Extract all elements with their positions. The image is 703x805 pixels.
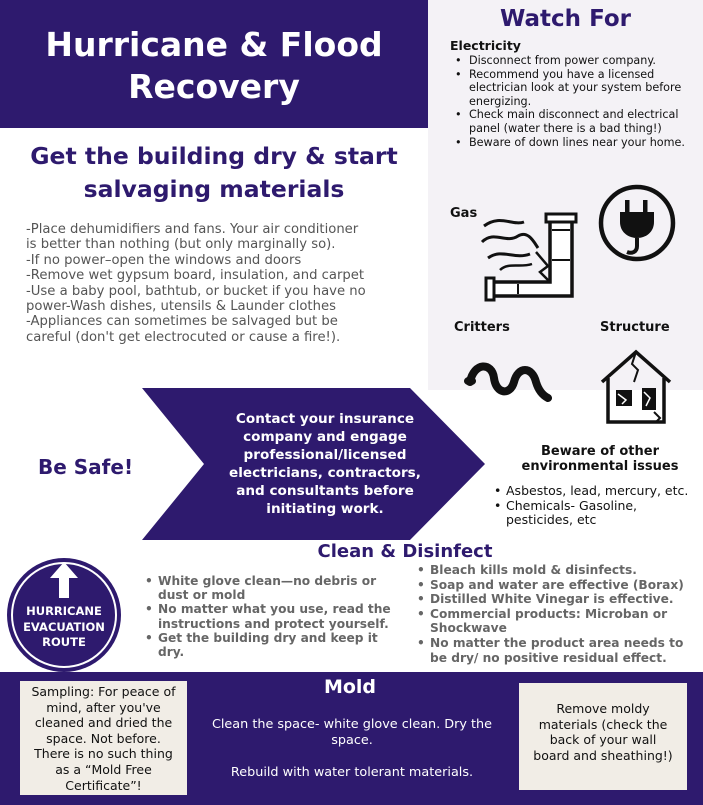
- mold-title: Mold: [323, 676, 377, 698]
- watch-for-title: Watch For: [499, 6, 631, 32]
- mold-line-3: Rebuild with water tolerant materials.: [230, 765, 474, 780]
- dry-line: -Remove wet gypsum board, insulation, and carpet: [26, 268, 365, 284]
- structure-heading: Structure: [600, 320, 670, 335]
- sampling-line: Sampling: For peace of: [31, 684, 176, 699]
- clean-left-list: [143, 574, 405, 659]
- clean-right-list: [415, 563, 703, 665]
- dry-line: power-Wash dishes, utensils & Launder clothes: [26, 299, 336, 315]
- dry-heading-line-1: Get the building dry & start: [30, 142, 398, 170]
- clean-disinfect-title: Clean & Disinfect: [317, 541, 493, 562]
- list-item: • Soap and water are effective (Borax): [415, 578, 703, 593]
- title-line-1: Hurricane & Flood: [45, 25, 383, 64]
- list-item: • Commercial products: Microban or Shockwave: [415, 607, 703, 636]
- contact-line: initiating work.: [266, 501, 384, 517]
- dry-line: -Use a baby pool, bathtub, or bucket if you have no: [26, 283, 366, 299]
- electric-plug-icon: [596, 182, 678, 264]
- remove-line: board and sheathing!): [533, 747, 673, 763]
- remove-line: back of your wall: [549, 732, 657, 748]
- list-item: • Chemicals- Gasoline, pesticides, etc: [492, 499, 702, 528]
- electricity-list: [452, 54, 698, 149]
- environmental-heading: [500, 444, 700, 474]
- dry-line: -If no power–open the windows and doors: [26, 252, 302, 268]
- page-title: [0, 24, 428, 108]
- list-item: • Beware of down lines near your home.: [452, 136, 698, 150]
- dry-heading-line-2: salvaging materials: [83, 175, 345, 203]
- sampling-line: mind, after you've: [46, 699, 161, 715]
- evacuation-line-3: ROUTE: [42, 635, 86, 649]
- list-item: • Check main disconnect and electrical panel (water there is a bad thing!): [452, 108, 698, 135]
- list-item: • Recommend you have a licensed electrician look at your system before energizing.: [452, 68, 698, 109]
- list-item: • Bleach kills mold & disinfects.: [415, 563, 703, 578]
- sampling-line: cleaned and dried the: [34, 715, 173, 731]
- title-line-2: Recovery: [128, 67, 300, 106]
- contact-line: and consultants before: [236, 483, 414, 499]
- dry-line: is better than nothing (but only marginally so).: [26, 237, 336, 253]
- sampling-line: Certificate”!: [65, 777, 142, 793]
- contact-text: [212, 410, 438, 518]
- list-item: • No matter what you use, read the instructions and protect yourself.: [143, 602, 405, 630]
- list-item: • Asbestos, lead, mercury, etc.: [492, 484, 702, 499]
- contact-line: Contact your insurance: [235, 411, 415, 427]
- contact-line: company and engage: [243, 429, 407, 445]
- gas-heading: Gas: [450, 206, 478, 221]
- environmental-heading-line-2: environmental issues: [521, 459, 679, 474]
- mold-line-2: space.: [331, 733, 373, 748]
- environmental-list: [492, 484, 702, 528]
- mold-line-1: Clean the space- white glove clean. Dry the: [211, 717, 493, 732]
- mold-instructions: [196, 717, 508, 781]
- remove-line: materials (check the: [538, 716, 668, 732]
- dry-line: careful (don't get electrocuted or cause a fire!).: [26, 329, 341, 345]
- electricity-heading: Electricity: [450, 38, 521, 53]
- contact-line: electricians, contractors,: [229, 465, 421, 481]
- damaged-house-icon: [598, 348, 674, 426]
- contact-line: professional/licensed: [243, 447, 407, 463]
- remove-line: Remove moldy: [556, 701, 650, 716]
- list-item: • No matter the product area needs to be dry/ no positive residual effect.: [415, 636, 703, 665]
- list-item: • Get the building dry and keep it dry.: [143, 631, 405, 659]
- spacer: [196, 749, 508, 765]
- sampling-line: space. Not before.: [46, 730, 161, 746]
- critters-heading: Critters: [454, 320, 510, 335]
- dry-instructions: [26, 222, 426, 345]
- evacuation-line-1: HURRICANE: [26, 604, 102, 618]
- evacuation-sign-text: [4, 604, 124, 651]
- environmental-heading-line-1: Beware of other: [540, 444, 659, 459]
- dry-heading: [0, 140, 428, 206]
- gas-pipe-icon: [478, 212, 594, 308]
- sampling-note: [20, 681, 187, 795]
- dry-line: -Place dehumidifiers and fans. Your air conditioner: [26, 222, 359, 237]
- list-item: • White glove clean—no debris or dust or mold: [143, 574, 405, 602]
- list-item: • Disconnect from power company.: [452, 54, 698, 68]
- be-safe-label: Be Safe!: [38, 455, 134, 479]
- list-item: • Distilled White Vinegar is effective.: [415, 592, 703, 607]
- sampling-line: There is no such thing: [34, 746, 173, 762]
- dry-line: -Appliances can sometimes be salvaged but be: [26, 314, 338, 330]
- remove-moldy-note: [519, 683, 687, 790]
- sampling-line: as a “Mold Free: [55, 761, 152, 777]
- evacuation-line-2: EVACUATION: [23, 619, 105, 634]
